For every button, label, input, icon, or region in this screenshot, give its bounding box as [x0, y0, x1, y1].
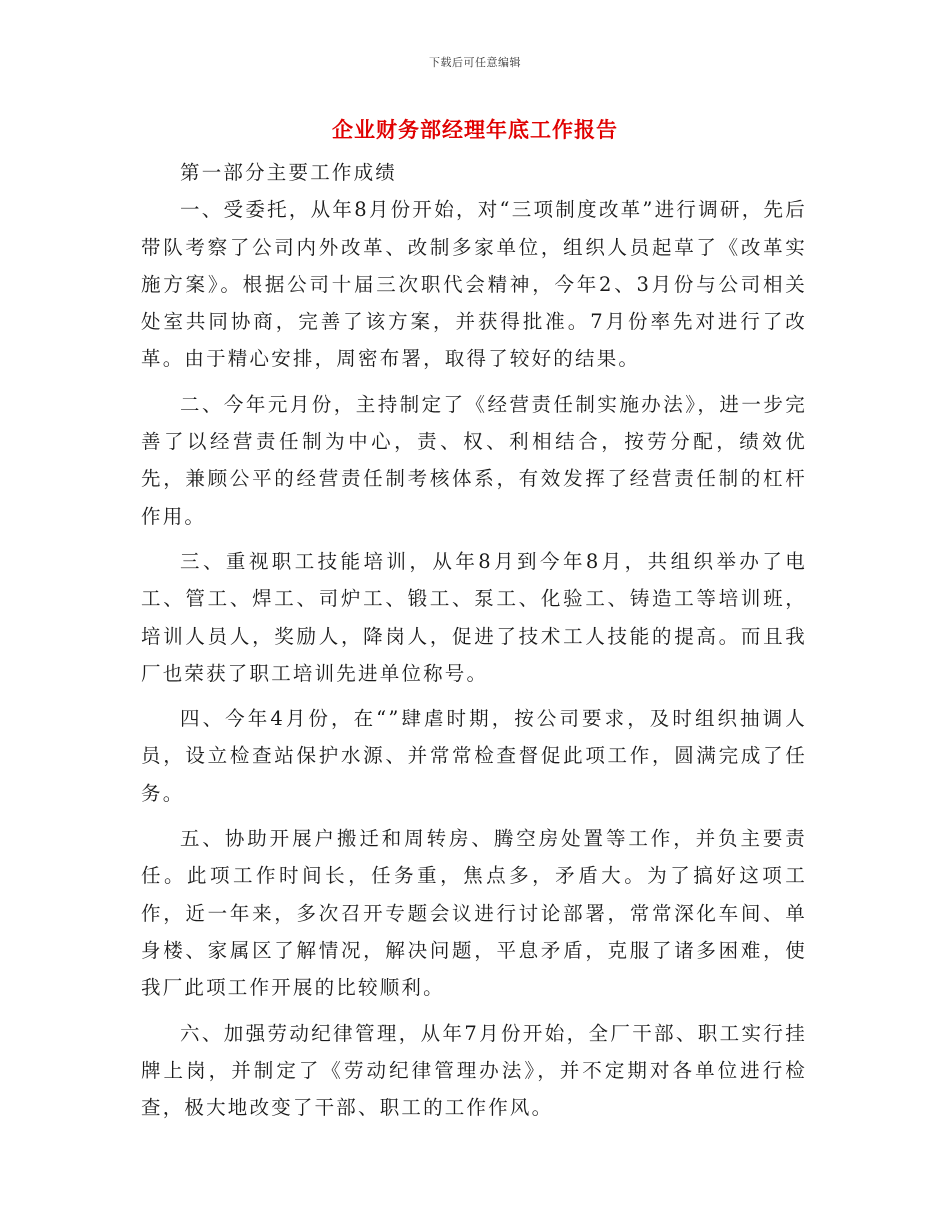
paragraph-2: 二、今年元月份，主持制定了《经营责任制实施办法》，进一步完善了以经营责任制为中心，责、权、利相结合，按劳分配，绩效优先，兼顾公平的经营责任制考核体系，有效发挥了经营责任制的杠杆作用。 — [141, 392, 807, 528]
paragraph-5: 五、协助开展户搬迁和周转房、腾空房处置等工作，并负主要责任。此项工作时间长，任务重，焦点多，矛盾大。为了搞好这项工作，近一年来，多次召开专题会议进行讨论部署，常常深化车间、单身楼、家属区了解情况，解决问题，平息矛盾，克服了诸多困难，使我厂此项工作开展的比较顺利。 — [141, 827, 807, 1000]
paragraph-6: 六、加强劳动纪律管理，从年7月份开始，全厂干部、职工实行挂牌上岗，并制定了《劳动纪律管理办法》，并不定期对各单位进行检查，极大地改变了干部、职工的工作作风。 — [141, 1021, 807, 1120]
paragraph-3: 三、重视职工技能培训，从年8月到今年8月，共组织举办了电工、管工、焊工、司炉工、锻工、泵工、化验工、铸造工等培训班，培训人员人，奖励人，降岗人，促进了技术工人技能的提高。而且我厂也荣获了职工培训先进单位称号。 — [141, 549, 807, 685]
document-title: 企业财务部经理年底工作报告 — [332, 117, 618, 142]
section-heading: 第一部分主要工作成绩 — [180, 161, 398, 184]
paragraph-1: 一、受委托，从年8月份开始，对“三项制度改革”进行调研，先后带队考察了公司内外改革、改制多家单位，组织人员起草了《改革实施方案》。根据公司十届三次职代会精神，今年2、3月份与公司相关处室共同协商，完善了该方案，并获得批准。7月份率先对进行了改革。由于精心安排，周密布署，取得了较好的结果。 — [141, 198, 807, 371]
document-body — [141, 154, 807, 1134]
download-note: 下载后可任意编辑 — [429, 56, 521, 69]
paragraph-4: 四、今年4月份，在“”肆虐时期，按公司要求，及时组织抽调人员，设立检查站保护水源、并常常检查督促此项工作，圆满完成了任务。 — [141, 707, 807, 805]
